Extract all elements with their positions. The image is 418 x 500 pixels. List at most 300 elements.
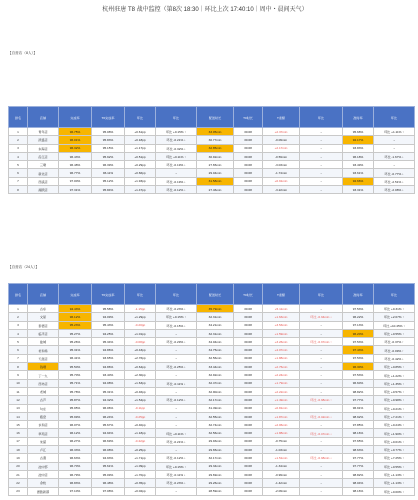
table-cell: 30.68 bbox=[234, 321, 263, 329]
table-cell: 环比 +0.15% ↑ bbox=[156, 462, 197, 470]
table-cell: 34.04min bbox=[197, 338, 234, 346]
table-cell: 6 bbox=[9, 169, 28, 177]
table-cell: 30.68 bbox=[234, 470, 263, 478]
table-cell: 30.68 bbox=[234, 479, 263, 487]
table-cell: +0.61pp bbox=[125, 128, 156, 136]
table-cell: 95.12% bbox=[92, 177, 125, 185]
table-cell: 环比 +0.11% ↑ bbox=[156, 429, 197, 437]
table-row bbox=[9, 437, 415, 445]
table-cell: 13 bbox=[9, 404, 28, 412]
table-cell: 30.68 bbox=[234, 177, 263, 185]
table-cell: 94.43% bbox=[59, 305, 92, 313]
table-cell: 古蕩 bbox=[28, 454, 59, 462]
table-cell: 环比 +0.55% ↑ bbox=[374, 329, 415, 337]
table-cell: +0.81min bbox=[263, 404, 300, 412]
table-cell: 95.92% bbox=[92, 152, 125, 160]
table-cell: 2 bbox=[9, 136, 28, 144]
table-cell: 98.82% bbox=[343, 470, 374, 478]
table-cell: 30.68 bbox=[234, 169, 263, 177]
table-row bbox=[9, 338, 415, 346]
ranking-table-2: 排名 店铺 完成率 T0完成率 环比 环比 配送时长 T0时长 T差额 环比 准时率 环比 配送单量 1 古东 94.43% 95.58% -1.15pp 环比 -0.23% ↓ 35.79min 30.68 +5.11min → 97.53% 环比 +0.31% ↑ 2 文星 96.12% 94.09% +1.29pp 环比 +0.15% ↑ 32.31min 30.68 +1.63min 环比 -0.34min ↓ 96.22% 环比 +2.07% ↑ 3 泰德店 95.23% 95.43% -0.20pp 环比 -0.15% ↓ 34.21min 30.68 +3.53min → 97.13% 环比 +10.45% ↑ 4 临平店 95.27% 94.25% +1.01pp → 32.31min 30.68 +1.59min → 96.20% 环比 +0.55% ↑ 5 盐城 95.26% 95.34% -0.08pp 环比 -0.29% ↓ 34.04min 30.68 +3.26min 环比 -0.37min ↑ 97.53% 环比 -0.37% ↑ 6 老和场 95.31% 94.86% +0.43pp → 34.75min 30.68 +4.07min → 97.43% 环比 -0.09% ↑ 7 天涯店 96.41% 93.65% +2.76pp → 32.56min 30.68 +1.88min → 97.53% 环比 -0.42% ↓ 8 钱塘 95.50% 94.86% +0.64pp 环比 -0.25% ↓ 33.44min 30.68 +2.76min → 96.30% 环比 +0.85% ↑ 9 丁一九 95.70% 93.40% +2.30pp → 32.92min 30.68 +2.24min → 97.53% 环比 +1.22% ↑ 10 西坊店 95.71% 94.08% +1.63pp 环比 -0.11% ↓ 32.47min 30.68 +1.79min → 96.60% 环比 +1.35% ↑ 11 老城 95.78% 95.31% +0.46pp → 32.90min 30.68 +2.22min → 98.82% 环比 +0.57% ↑ 12 古芦 95.87% 94.32% +1.54pp 环比 -0.12% ↓ 32.17min 30.68 +1.49min 环比 -0.38min ↑ 97.77% 环比 +0.98% ↑ 13 勾庄 95.95% 96.06% -0.11pp → 31.49min 30.68 +0.81min → 96.91% 环比 +0.21% ↑ 14 瓶窑 95.99% 96.24% -0.25pp → 32.55min 30.68 +1.87min 环比 -0.42min ↓ 98.92% 环比 +7.21% ↑ 15 永和店 96.07% 95.67% +0.40pp → 32.74min 30.68 +2.06min → 97.85% 环比 +0.24% ↑ 16 翠苑店 96.12% 94.94% +1.18pp 环比 +0.11% ↑ 32.56min 30.68 +1.88min 环比 -0.47min ↓ 98.16% 环比 +1.90% ↑ 17 朱富 96.27% 96.69% -0.42pp 环比 -0.21% ↓ 29.93min 30.68 -0.75min → 97.65% 环比 +0.01% ↑ 18 卢江 96.33% 96.08% +0.25pp → 29.65min 30.68 -1.03min → 98.63% 环比 +0.77% ↑ 19 古蕩 96.63% 94.93% +1.71pp 环比 -0.12% ↓ 32.17min 30.68 +1.51min 环比 -0.38min ↓ 97.77% 环比 +7.25% ↑ 20 池中部 96.70% 95.61% +1.09pp 环比 +0.15% ↑ 29.34min 30.68 -1.34min → 97.77% 环比 +0.55% ↑ 21 池中店 96.79% 95.09% +1.70pp 环比 -0.11% ↓ 29.69min 30.68 -0.99min → 98.82% 环比 +1.13% ↑ 22 余杭 96.83% 96.48% +0.35pp 环比 -0.23% ↓ 29.26min 30.68 -1.42min → 98.04% 环比 +1.13% ↑ 23 德胜新都 97.10% 97.08% +0.02pp → 28.59min 30.68 -2.09min → 98.16% 环比 +0.00% ↑ bbox=[8, 283, 415, 496]
table-cell: 钱塘 bbox=[28, 363, 59, 371]
table-cell: → bbox=[300, 387, 343, 395]
column-header: 环比 bbox=[374, 284, 415, 305]
table-cell: -0.11pp bbox=[125, 404, 156, 412]
table-cell: 96.43% bbox=[59, 152, 92, 160]
table-cell: +0.64pp bbox=[125, 363, 156, 371]
table-cell: +1.59min bbox=[263, 329, 300, 337]
table-cell: 14 bbox=[9, 412, 28, 420]
table-cell: 34.21min bbox=[197, 321, 234, 329]
column-header: 完成率 bbox=[59, 284, 92, 305]
table-cell: → bbox=[374, 161, 415, 169]
column-header: T0时长 bbox=[234, 284, 263, 305]
table-cell: 29.04min bbox=[197, 169, 234, 177]
table-cell: 94.09% bbox=[92, 313, 125, 321]
table-cell: → bbox=[156, 371, 197, 379]
table-cell: 30.68 bbox=[234, 144, 263, 152]
table-cell: 30.68 bbox=[234, 421, 263, 429]
table-cell: 34.75min bbox=[197, 346, 234, 354]
table-cell: 10 bbox=[9, 379, 28, 387]
table-cell: -0.75min bbox=[263, 437, 300, 445]
table-cell: 环比 -0.38min ↓ bbox=[300, 454, 343, 462]
table-cell: +1.49min bbox=[263, 396, 300, 404]
table-row bbox=[9, 346, 415, 354]
table-cell: 卢江 bbox=[28, 446, 59, 454]
table-cell: 环比 -1.67% ↓ bbox=[374, 152, 415, 160]
table-cell: 3 bbox=[9, 321, 28, 329]
table-row bbox=[9, 177, 415, 185]
table-cell: 环比 +0.00% ↑ bbox=[374, 487, 415, 495]
table-cell: → bbox=[156, 329, 197, 337]
table-row bbox=[9, 412, 415, 420]
table-cell: 环比 -0.34min ↓ bbox=[300, 313, 343, 321]
table-cell: 32.85min bbox=[197, 144, 234, 152]
table-cell: 11 bbox=[9, 387, 28, 395]
table-row bbox=[9, 462, 415, 470]
table-cell: 27.46min bbox=[197, 186, 234, 194]
table-cell: +0.66pp bbox=[125, 169, 156, 177]
table-cell: 30.68 bbox=[234, 437, 263, 445]
table-cell: 93.61% bbox=[343, 169, 374, 177]
table-cell: +1.71pp bbox=[125, 454, 156, 462]
table-cell: → bbox=[300, 329, 343, 337]
table-cell: 32.17min bbox=[197, 396, 234, 404]
table-cell: → bbox=[300, 470, 343, 478]
table-cell: 95.31% bbox=[59, 346, 92, 354]
table-cell: 环比 -0.25% ↓ bbox=[156, 363, 197, 371]
table-cell: 30.77min bbox=[197, 136, 234, 144]
column-header: 排名 bbox=[9, 107, 28, 128]
table-cell: -1.15pp bbox=[125, 305, 156, 313]
table-cell: 新北店 bbox=[28, 169, 59, 177]
table-cell: → bbox=[156, 387, 197, 395]
table-cell: 95.83% bbox=[92, 136, 125, 144]
table-row bbox=[9, 363, 415, 371]
table-cell: 3 bbox=[9, 144, 28, 152]
table-cell: 西溪店 bbox=[28, 177, 59, 185]
table-cell: +2.17min bbox=[263, 144, 300, 152]
table-cell: +0.25pp bbox=[125, 446, 156, 454]
table-cell: 泰德店 bbox=[28, 321, 59, 329]
table-cell: 32.47min bbox=[197, 379, 234, 387]
table-cell: 94.94% bbox=[92, 429, 125, 437]
table-cell: 96.48% bbox=[92, 479, 125, 487]
table-cell: 环比 +0.98% ↑ bbox=[374, 396, 415, 404]
table-row bbox=[9, 479, 415, 487]
table-cell: 环比 -0.38min ↑ bbox=[300, 396, 343, 404]
table-cell: 30.68 bbox=[234, 404, 263, 412]
table-cell: -0.42pp bbox=[125, 437, 156, 445]
table-cell: 92.66% bbox=[343, 177, 374, 185]
table-cell: +2.22min bbox=[263, 387, 300, 395]
table-cell: 97.31% bbox=[59, 186, 92, 194]
table-cell: 97.53% bbox=[343, 305, 374, 313]
table-cell: 95.58% bbox=[92, 305, 125, 313]
table-cell: 环比 +7.21% ↑ bbox=[374, 412, 415, 420]
table-cell: +1.63pp bbox=[125, 379, 156, 387]
table-cell: 27.65min bbox=[197, 161, 234, 169]
table-cell: 95.99% bbox=[59, 412, 92, 420]
table-cell: 96.77% bbox=[59, 169, 92, 177]
table-cell: 30.68 bbox=[234, 379, 263, 387]
table-cell: 97.85% bbox=[343, 421, 374, 429]
table-cell: +1.17pp bbox=[125, 144, 156, 152]
table-cell: → bbox=[374, 136, 415, 144]
table-cell: 16 bbox=[9, 429, 28, 437]
table-cell: -1.42min bbox=[263, 479, 300, 487]
table-row bbox=[9, 329, 415, 337]
table-cell: 30.68 bbox=[234, 186, 263, 194]
table-cell: 老和场 bbox=[28, 346, 59, 354]
table-cell: 30.68 bbox=[234, 354, 263, 362]
table-cell: 96.12% bbox=[59, 429, 92, 437]
table-cell: +1.87min bbox=[263, 412, 300, 420]
table-cell: +2.06min bbox=[263, 421, 300, 429]
table-cell: 97.13% bbox=[343, 321, 374, 329]
table-cell: → bbox=[300, 371, 343, 379]
table-cell: 29.65min bbox=[197, 446, 234, 454]
table-cell: → bbox=[156, 421, 197, 429]
table-cell: 环比 -0.37% ↑ bbox=[374, 338, 415, 346]
table-cell: -3.03min bbox=[263, 161, 300, 169]
table-cell: 环比 +0.55% ↑ bbox=[374, 462, 415, 470]
table-cell: 96.83% bbox=[59, 479, 92, 487]
table-cell: → bbox=[300, 186, 343, 194]
table-cell: 96.91% bbox=[343, 404, 374, 412]
page-title: 杭州驻唐 T8 战中监控（第8次 18:30｜环比上次 17:40:10｜周中・晨间天气） bbox=[102, 7, 308, 13]
table-cell: 西坊店 bbox=[28, 379, 59, 387]
table-row bbox=[9, 305, 415, 313]
table-cell: +2.76pp bbox=[125, 354, 156, 362]
table-cell: 20 bbox=[9, 462, 28, 470]
table-cell: 环比 +1.11% ↑ bbox=[374, 128, 415, 136]
table-cell: 环比 -0.09% ↑ bbox=[374, 346, 415, 354]
table-cell: -0.08pp bbox=[125, 338, 156, 346]
table-cell: 95.95% bbox=[59, 404, 92, 412]
table-cell: 环比 +0.21% ↑ bbox=[374, 404, 415, 412]
table-cell: 96.18% bbox=[343, 152, 374, 160]
table-cell: 32.31min bbox=[197, 329, 234, 337]
column-header: 店铺 bbox=[28, 107, 59, 128]
table-cell: 30.68 bbox=[234, 454, 263, 462]
table-cell: -1.74min bbox=[263, 169, 300, 177]
table-cell: → bbox=[300, 487, 343, 495]
table-cell: 95.31% bbox=[92, 387, 125, 395]
table-cell: 4 bbox=[9, 329, 28, 337]
table-cell: 环比 +1.35% ↑ bbox=[374, 379, 415, 387]
table-cell: 30.68 bbox=[234, 446, 263, 454]
table-cell: → bbox=[300, 462, 343, 470]
table-cell: 文星 bbox=[28, 313, 59, 321]
table-cell: → bbox=[156, 446, 197, 454]
table-cell: +0.18pp bbox=[125, 136, 156, 144]
table-cell: +3.53min bbox=[263, 321, 300, 329]
table-cell: 35.79min bbox=[197, 305, 234, 313]
table-cell: 临平店 bbox=[28, 329, 59, 337]
table-row bbox=[9, 470, 415, 478]
column-header: 排名 bbox=[9, 284, 28, 305]
table-cell: 94.93% bbox=[92, 454, 125, 462]
column-header: T0完成率 bbox=[92, 284, 125, 305]
table-cell: 96.33% bbox=[59, 446, 92, 454]
table-cell: +5.11min bbox=[263, 305, 300, 313]
table-cell: 94.08% bbox=[92, 379, 125, 387]
table-cell: 丁一九 bbox=[28, 371, 59, 379]
table-cell: 98.63% bbox=[343, 446, 374, 454]
table-cell: 环比 -0.15% ↓ bbox=[156, 321, 197, 329]
table-cell: → bbox=[156, 354, 197, 362]
table-cell: 30.68 bbox=[234, 429, 263, 437]
table-cell: +2.30pp bbox=[125, 371, 156, 379]
table-cell: 96.12% bbox=[59, 313, 92, 321]
table-cell: → bbox=[300, 321, 343, 329]
table-cell: 环比 -0.12% ↓ bbox=[156, 396, 197, 404]
table-cell: 15 bbox=[9, 421, 28, 429]
table-cell: 31.58min bbox=[197, 177, 234, 185]
table-cell: 环比 -0.23% ↓ bbox=[156, 305, 197, 313]
table-cell: 96.75% bbox=[59, 128, 92, 136]
table-cell: 32.31min bbox=[197, 313, 234, 321]
table-cell: 环比 +1.13% ↑ bbox=[374, 470, 415, 478]
table-cell: 环比 -0.23% ↓ bbox=[156, 479, 197, 487]
table-cell: 94.32% bbox=[92, 396, 125, 404]
table-cell: 93.49% bbox=[343, 161, 374, 169]
table-cell: +2.37min bbox=[263, 128, 300, 136]
table-cell: → bbox=[156, 487, 197, 495]
table-cell: 94.25% bbox=[92, 329, 125, 337]
table-row bbox=[9, 128, 415, 136]
table-cell: +0.91min bbox=[263, 177, 300, 185]
table-cell: 朱富 bbox=[28, 437, 59, 445]
table-cell: 93.31% bbox=[343, 186, 374, 194]
table-cell: 32.56min bbox=[197, 354, 234, 362]
table-cell: 19 bbox=[9, 454, 28, 462]
table-cell: 环比 +0.57% ↑ bbox=[374, 387, 415, 395]
table-cell: 95.34% bbox=[92, 338, 125, 346]
column-header: 环比 bbox=[125, 107, 156, 128]
table-cell: 95.68% bbox=[343, 128, 374, 136]
table-cell: 96.24% bbox=[92, 412, 125, 420]
table-cell: 盐城 bbox=[28, 338, 59, 346]
table-cell: 环比 +7.25% ↑ bbox=[374, 454, 415, 462]
table-cell: 环比 -0.42% ↓ bbox=[374, 354, 415, 362]
table-cell: 22 bbox=[9, 479, 28, 487]
table-cell: → bbox=[300, 354, 343, 362]
table-cell: 95.67% bbox=[92, 421, 125, 429]
table-cell: +0.02pp bbox=[125, 487, 156, 495]
table-cell: 老城 bbox=[28, 387, 59, 395]
table-cell: 30.68 bbox=[234, 371, 263, 379]
table-cell: 17 bbox=[9, 437, 28, 445]
table-cell: 97.77% bbox=[343, 462, 374, 470]
table-cell: 31.49min bbox=[197, 404, 234, 412]
table-cell: 33.05min bbox=[197, 128, 234, 136]
table-cell: 97.08% bbox=[92, 487, 125, 495]
table-cell: 95.78% bbox=[59, 387, 92, 395]
table-cell: 97.53% bbox=[343, 338, 374, 346]
table-cell: 32.56min bbox=[197, 429, 234, 437]
table-cell: +0.46pp bbox=[125, 387, 156, 395]
table-cell: 97.00% bbox=[59, 177, 92, 185]
table-cell: 96.63% bbox=[59, 454, 92, 462]
column-header: 准时率 bbox=[343, 284, 374, 305]
table-cell: 环比 -2.51% ↓ bbox=[374, 177, 415, 185]
table-cell: 环比 -0.47min ↓ bbox=[300, 429, 343, 437]
table-cell: 环比 -0.32% ↓ bbox=[156, 144, 197, 152]
table-cell: +0.40pp bbox=[125, 421, 156, 429]
table-cell: +0.35pp bbox=[125, 479, 156, 487]
table-cell: → bbox=[156, 169, 197, 177]
table-cell: 7 bbox=[9, 177, 28, 185]
table-row bbox=[9, 354, 415, 362]
table-cell: → bbox=[300, 404, 343, 412]
table-cell: 30.68 bbox=[234, 338, 263, 346]
table-cell: → bbox=[300, 446, 343, 454]
table-cell: 96.32% bbox=[59, 144, 92, 152]
column-header: 环比 bbox=[156, 284, 197, 305]
table-cell: +1.88min bbox=[263, 354, 300, 362]
table-cell: 30.68 bbox=[234, 305, 263, 313]
table-cell: 永和店 bbox=[28, 421, 59, 429]
column-header: T差额 bbox=[263, 284, 300, 305]
table-row bbox=[9, 371, 415, 379]
column-header: 店铺 bbox=[28, 284, 59, 305]
table-cell: 96.41% bbox=[59, 354, 92, 362]
table-row bbox=[9, 313, 415, 321]
table-cell: 95.08% bbox=[92, 128, 125, 136]
table-cell: 94.86% bbox=[92, 346, 125, 354]
table-cell: 93.40% bbox=[92, 371, 125, 379]
table-cell: +4.07min bbox=[263, 346, 300, 354]
table-cell: 30.68 bbox=[234, 412, 263, 420]
table-cell: +1.18pp bbox=[125, 429, 156, 437]
table-cell: 30.68 bbox=[234, 346, 263, 354]
table-cell: 93.83% bbox=[343, 144, 374, 152]
table-cell: 12 bbox=[9, 396, 28, 404]
table-cell: 98.16% bbox=[343, 487, 374, 495]
table-cell: -1.03min bbox=[263, 446, 300, 454]
column-header: 环比 bbox=[300, 284, 343, 305]
table-cell: 环比 -0.21% ↓ bbox=[156, 136, 197, 144]
table-cell: 95.27% bbox=[59, 329, 92, 337]
table-cell: 环比 +1.13% ↑ bbox=[374, 479, 415, 487]
table-cell: 32.17min bbox=[197, 454, 234, 462]
table-cell: 95.70% bbox=[59, 371, 92, 379]
table-cell: 环比 -0.12% ↓ bbox=[156, 186, 197, 194]
table-cell: 30.68 bbox=[234, 462, 263, 470]
table-cell: 环比 +0.31% ↑ bbox=[374, 305, 415, 313]
table-cell: +1.47pp bbox=[125, 186, 156, 194]
table-cell: 95.84% bbox=[92, 186, 125, 194]
table-cell: 29.26min bbox=[197, 479, 234, 487]
table-cell: 沿江店 bbox=[28, 152, 59, 160]
table-cell: 92.17% bbox=[343, 136, 374, 144]
table-cell: 天涯店 bbox=[28, 354, 59, 362]
table-cell: +2.24min bbox=[263, 371, 300, 379]
table-cell: 98.16% bbox=[343, 429, 374, 437]
table-cell: 96.06% bbox=[92, 404, 125, 412]
table-cell: → bbox=[300, 305, 343, 313]
table-cell: 96.07% bbox=[59, 421, 92, 429]
table-cell: 环比 -0.12% ↓ bbox=[156, 454, 197, 462]
table-cell: 33.44min bbox=[197, 363, 234, 371]
column-header: T差额 bbox=[263, 107, 300, 128]
table-cell: → bbox=[300, 479, 343, 487]
table-row bbox=[9, 429, 415, 437]
table-cell: 95.26% bbox=[59, 338, 92, 346]
table-cell: 96.01% bbox=[59, 136, 92, 144]
table-cell: 21 bbox=[9, 470, 28, 478]
table-row bbox=[9, 421, 415, 429]
table-cell: 瓶窑 bbox=[28, 412, 59, 420]
column-header: 配送时长 bbox=[197, 107, 234, 128]
table-cell: 池中部 bbox=[28, 462, 59, 470]
table-cell: 95.87% bbox=[59, 396, 92, 404]
table-row bbox=[9, 136, 415, 144]
table-cell: → bbox=[300, 144, 343, 152]
table-row bbox=[9, 487, 415, 495]
table-cell: +0.51pp bbox=[125, 152, 156, 160]
table-cell: -3.22min bbox=[263, 186, 300, 194]
table-cell: → bbox=[300, 152, 343, 160]
table-cell: 环比 +0.01% ↑ bbox=[374, 437, 415, 445]
table-cell: 95.15% bbox=[92, 144, 125, 152]
table-cell: 环比 -0.11% ↓ bbox=[156, 379, 197, 387]
table-cell: 28.59min bbox=[197, 487, 234, 495]
table-cell: 30.68 bbox=[234, 161, 263, 169]
table-cell: 8 bbox=[9, 363, 28, 371]
section-label-1: 【自营店（8人）】 bbox=[8, 51, 37, 55]
table-cell: → bbox=[300, 177, 343, 185]
table-cell: +0.29pp bbox=[125, 161, 156, 169]
table-cell: 环比 +2.07% ↑ bbox=[374, 313, 415, 321]
table-cell: 环比 +0.77% ↑ bbox=[374, 446, 415, 454]
table-cell: -1.34min bbox=[263, 462, 300, 470]
table-cell: 96.79% bbox=[59, 470, 92, 478]
table-cell: 96.30% bbox=[343, 363, 374, 371]
column-header: 环比 bbox=[300, 107, 343, 128]
table-cell: 9 bbox=[9, 371, 28, 379]
table-cell: 环比 +0.15% ↑ bbox=[156, 128, 197, 136]
ranking-table-1: 排名 店铺 完成率 T0完成率 环比 环比 配送时长 T0时长 T差额 环比 准时率 环比 配送单量 1 青年店 96.75% 95.08% +0.61pp 环比 +0.15% ↑ 33.05min 30.68 +2.37min → 95.68% 环比 +1.11% ↑ 2 滨盛店 96.01% 95.83% +0.18pp 环比 -0.21% ↓ 30.77min 30.68 -0.09min → 92.17% → 3 东海店 96.32% 95.15% +1.17pp 环比 -0.32% ↓ 32.85min 30.68 +2.17min → 93.83% → 4 沿江店 96.43% 95.92% +0.51pp 环比 +0.11% ↑ 30.92min 30.68 -0.59min → 96.18% 环比 -1.67% ↓ 5 三墩 96.48% 96.39% +0.29pp 环比 -0.19% ↓ 27.65min 30.68 -3.03min → 93.49% → 6 新北店 96.77% 96.11% +0.66pp → 29.04min 30.68 -1.74min → 93.61% 环比 -0.77% ↓ 7 西溪店 97.00% 95.12% +1.93pp 环比 -0.19% ↓ 31.58min 30.68 +0.91min → 92.66% 环比 -2.51% ↓ 8 湖滨店 97.31% 95.84% +1.47pp 环比 -0.12% ↓ 27.46min 30.68 -3.22min → 93.31% 环比 -2.08% ↓ bbox=[8, 106, 415, 194]
section-label-2: 【自营店（24人）】 bbox=[8, 265, 39, 269]
table-cell: 4 bbox=[9, 152, 28, 160]
table-cell: 古东 bbox=[28, 305, 59, 313]
table-cell: 环比 +0.24% ↑ bbox=[374, 421, 415, 429]
table-cell: → bbox=[300, 379, 343, 387]
